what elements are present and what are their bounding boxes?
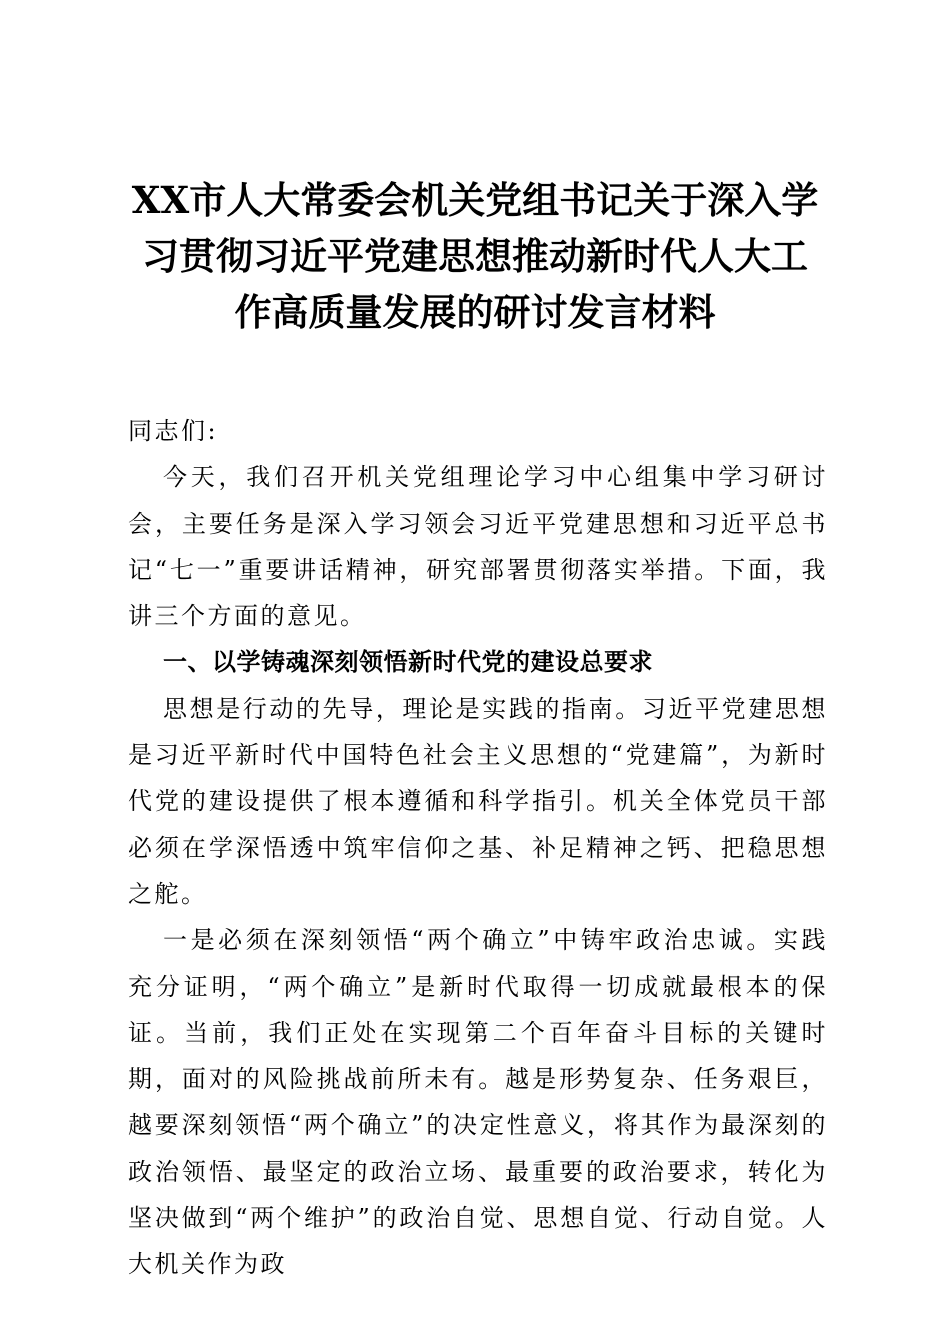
section-heading-1: 一、以学铸魂深刻领悟新时代党的建设总要求 [163, 648, 653, 677]
paragraph-point-1: 一是必须在深刻领悟“两个确立”中铸牢政治忠诚。实践充分证明，“两个确立”是新时代取得一切成就最根本的保证。当前，我们正处在实现第二个百年奋斗目标的关键时期，面对的风险挑战前所未有。越是形势复杂、任务艰巨，越要深刻领悟“两个确立”的决定性意义，将其作为最深刻的政治领悟、最坚定的政治立场、最重要的政治要求，转化为坚决做到“两个维护”的政治自觉、思想自觉、行动自觉。人大机关作为政 [128, 926, 828, 1279]
document-title: XX市人大常委会机关党组书记关于深入学习贯彻习近平党建思想推动新时代人大工作高质量发展的研讨发言材料 [131, 178, 819, 334]
salutation: 同志们: [128, 417, 219, 445]
document-body [128, 408, 828, 1288]
paragraph-intro: 今天，我们召开机关党组理论学习中心组集中学习研讨会，主要任务是深入学习领会习近平党建思想和习近平总书记“七一”重要讲话精神，研究部署贯彻落实举措。下面，我讲三个方面的意见。 [128, 463, 828, 631]
paragraph-section-1-intro: 思想是行动的先导，理论是实践的指南。习近平党建思想是习近平新时代中国特色社会主义思想的“党建篇”，为新时代党的建设提供了根本遵循和科学指引。机关全体党员干部必须在学深悟透中筑牢信仰之基、补足精神之钙、把稳思想之舵。 [128, 694, 828, 908]
